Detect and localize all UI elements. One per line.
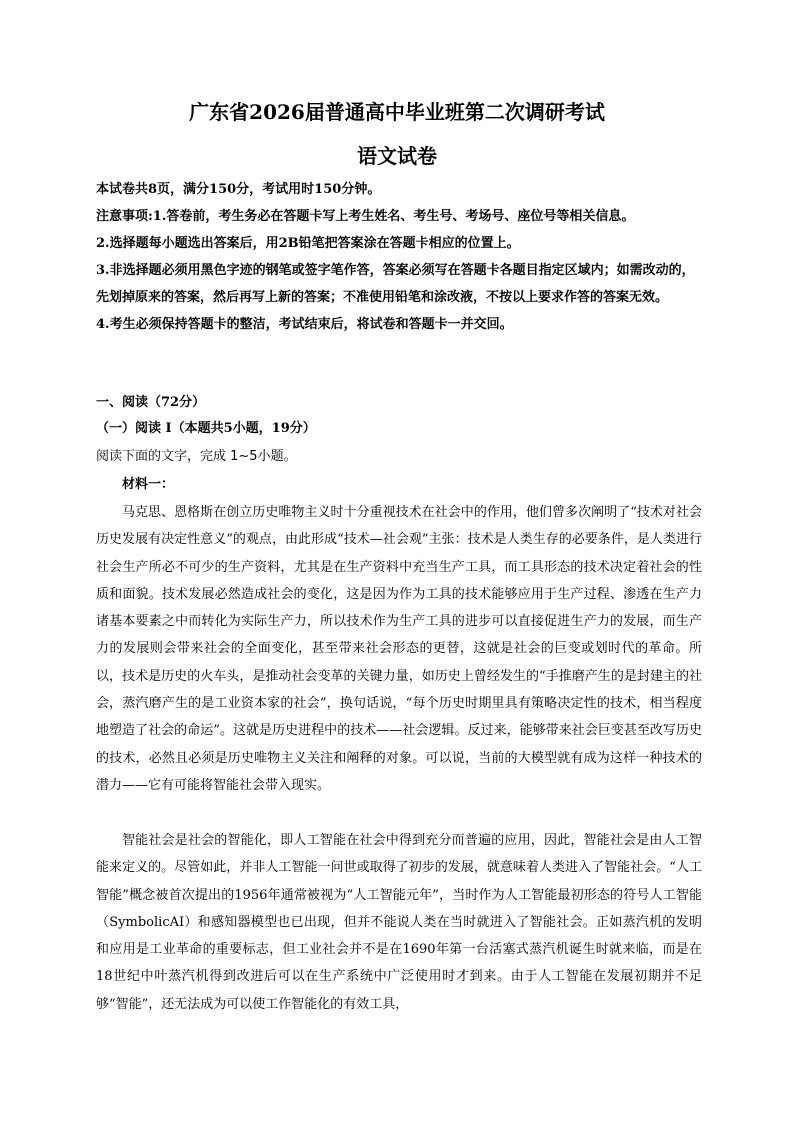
section-subheading: （一）阅读 I（本题共5小题，19分）: [96, 421, 316, 436]
section-instruction: 阅读下面的文字，完成 1~5小题。: [96, 449, 297, 464]
passage-paragraph-1: 马克思、恩格斯在创立历史唯物主义时十分重视技术在社会中的作用，他们曾多次阐明了“技术对社会历史发展有决定性意义”的观点，由此形成“技术—社会观”主张：技术是人类生存的必要条件，是人类进行社会生产所必不可少的生产资料，尤其是在生产资料中充当生产工具，而工具形态的技术决定着社会的性质和面貌。技术发展必然造成社会的变化，这是因为作为工具的技术能够应用于生产过程、渗透在生产力诸基本要素之中而转化为实际生产力，所以技术作为生产工具的进步可以直接促进生产力的发展，而生产力的发展则会带来社会的全面变化，甚至带来社会形态的更替，这就是社会的巨变或划时代的革命。所以，技术是历史的火车头，是推动社会变革的关键力量，如历史上曾经发生的“手推磨产生的是封建主的社会，蒸汽磨产生的是工业资本家的社会”，换句话说，“每个历史时期里具有策略决定性的技术，相当程度地塑造了社会的命运”。这就是历史进程中的技术——社会逻辑。反过来，能够带来社会巨变甚至改写历史的技术，必然且必须是历史唯物主义关注和阐释的对象。可以说，当前的大模型就有成为这样一种技术的潜力——它有可能将智能社会带入现实。: [96, 505, 702, 793]
exam-notice: [96, 176, 706, 338]
notice-line-3: 2.选择题每小题选出答案后，用2B铅笔把答案涂在答题卡相应的位置上。: [96, 236, 520, 251]
notice-line-2: 注意事项:1.答卷前，考生务必在答题卡写上考生姓名、考生号、考场号、座位号等相关信息。: [96, 209, 635, 224]
passage-paragraph-2: 智能社会是社会的智能化，即人工智能在社会中得到充分而普遍的应用，因此，智能社会是由人工智能来定义的。尽管如此，并非人工智能一问世或取得了初步的发展，就意味着人类进入了智能社会。“人工智能”概念被首次提出的1956年通常被视为“人工智能元年”，当时作为人工智能最初形态的符号人工智能（SymbolicAI）和感知器模型也已出现，但并不能说人类在当时就进入了智能社会。正如蒸汽机的发明和应用是工业革命的重要标志，但工业社会并不是在1690年第一台活塞式蒸汽机诞生时就来临，而是在18世纪中叶蒸汽机得到改进后可以在生产系统中广泛使用时才到来。由于人工智能在发展初期并不足够“智能”，还无法成为可以使工作智能化的有效工具，: [96, 833, 702, 1012]
material-label: 材料一：: [122, 477, 175, 492]
section-heading: 一、阅读（72分）: [96, 395, 206, 410]
notice-line-4: 3.非选择题必须用黑色字迹的钢笔或签字笔作答，答案必须写在答题卡各题目指定区域内；如需改动的，先划掉原来的答案，然后再写上新的答案；不准使用铅笔和涂改液，不按以上要求作答的答案无效。: [96, 263, 695, 305]
notice-line-1: 本试卷共8页，满分150分，考试用时150分钟。: [96, 182, 381, 197]
notice-line-5: 4.考生必须保持答题卡的整洁，考试结束后，将试卷和答题卡一并交回。: [96, 317, 513, 332]
exam-title: 广东省2026届普通高中毕业班第二次调研考试: [189, 100, 605, 124]
exam-subtitle: 语文试卷: [357, 144, 437, 168]
